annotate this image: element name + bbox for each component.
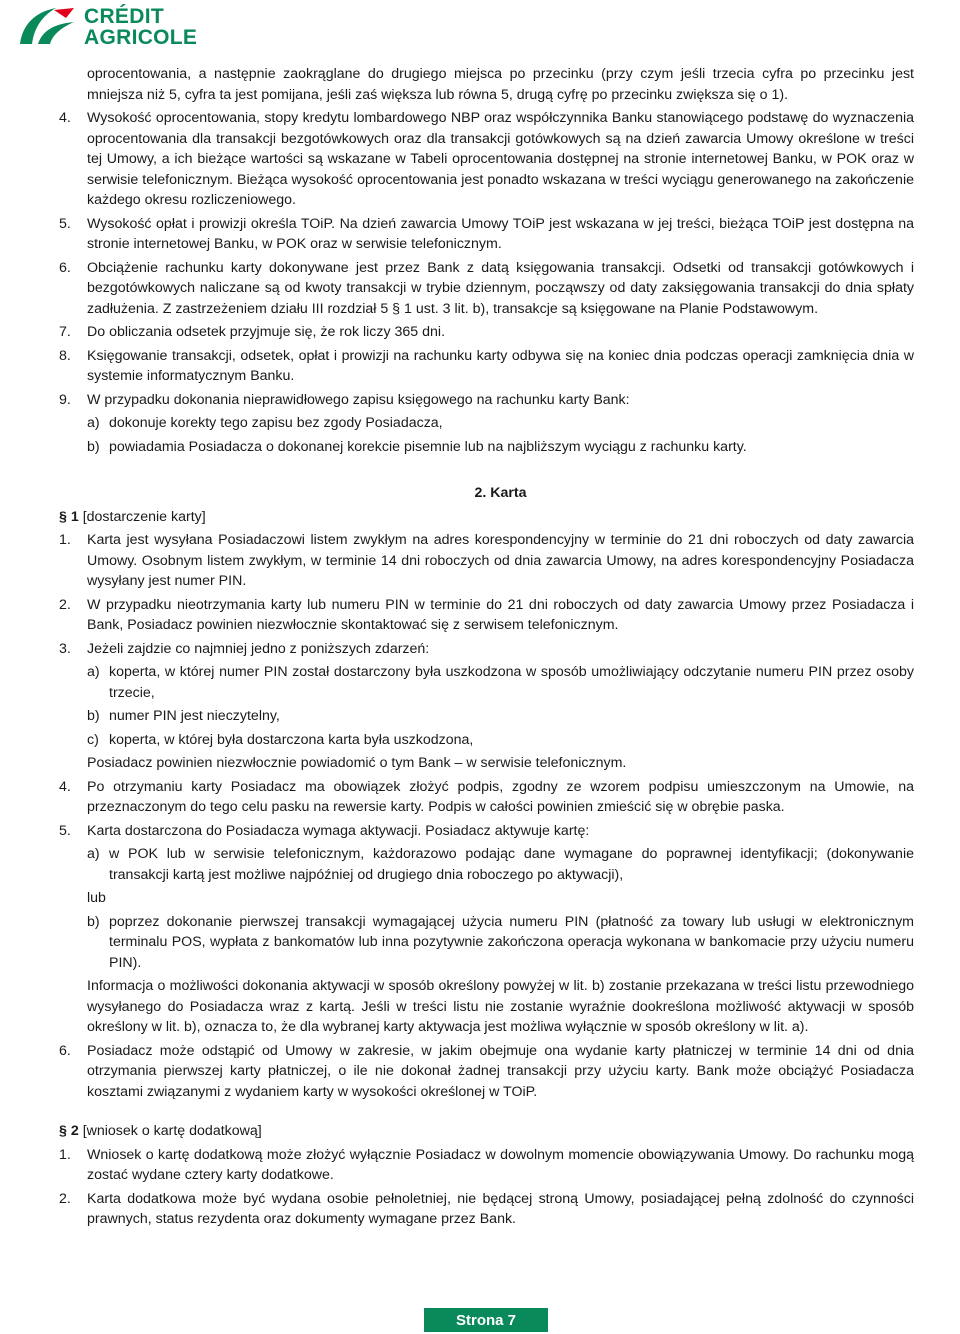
list-item [59,639,914,660]
item-number: 7. [59,324,71,340]
list-item [59,214,914,255]
sub-item [87,437,914,458]
list-item [59,322,914,343]
sub-item [87,730,914,751]
item-text: Karta dodatkowa może być wydana osobie pełnoletniej, nie będącej stroną Umowy, posiadającej pełną zdolność do czynności prawnych, status rezydenta oraz dokumenty wymagane przez Bank. [87,1190,914,1227]
list-item [59,108,914,211]
list-item [59,258,914,320]
list-item [59,346,914,387]
sub-item-text: numer PIN jest nieczytelny, [109,708,280,724]
item-number: 5. [59,822,71,839]
item-text: Karta jest wysyłana Posiadaczowi listem zwykłym na adres korespondencyjny w terminie do 21 dni roboczych od daty zawarcia Umowy. Osobnym listem zwykłym, w terminie 14 dni roboczych od dnia zawarcia Umowy, na adres korespondencyjny Posiadacza wysyłany jest numer PIN. [87,532,914,589]
list-item [59,390,914,411]
item-number: 2. [59,1190,71,1207]
list-item [59,595,914,636]
sub-item-label: a) [87,846,100,862]
item-number: 2. [59,596,71,613]
logo-text-line2: AGRICOLE [84,26,198,49]
item-text: Posiadacz może odstąpić od Umowy w zakresie, w jakim obejmuje ona wydanie karty płatniczej w terminie 14 dni od dnia otrzymania pierwszej karty płatniczej, o ile nie dokonał żadnej transakcji przy użyciu karty. Bank może obciążyć Posiadacza kosztami związanymi z wydaniem karty w wysokości określonej w TOiP. [87,1042,914,1100]
logo-mark-icon [16,4,78,48]
sub-item-label: b) [87,913,100,930]
item-text: Jeżeli zajdzie co najmniej jedno z poniższych zdarzeń: [87,640,430,657]
list-item [59,530,914,592]
paragraph-mark: § 2 [59,1123,79,1139]
or-connector: lub [87,890,106,906]
item-number: 6. [59,259,71,276]
item-number: 3. [59,640,71,657]
item-text: Po otrzymaniu karty Posiadacz ma obowiązek złożyć podpis, zgodny ze wzorem podpisu umieszczonym na Umowie, na przeznaczonym do tego celu pasku na rewersie karty. Podpis w całości powinien zmieścić się w obrębie paska. [87,778,914,815]
item-number: 5. [59,215,71,232]
item-number: 9. [59,391,71,408]
lead-paragraph: oprocentowania, a następnie zaokrąglane do drugiego miejsca po przecinku (przy czym jeśli trzecia cyfra po przecinku jest mniejsza niż 5, cyfra ta jest pomijana, jeśli zaś większa lub równa 5, drugą cyfrę po przecinku zwiększa się o 1). [87,66,914,103]
item-number: 4. [59,110,71,126]
sub-item-label: a) [87,664,100,680]
sub-item-label: a) [87,415,100,431]
page-number-footer: Strona 7 [424,1308,548,1332]
sub-item-text: dokonuje korekty tego zapisu bez zgody Posiadacza, [109,415,443,431]
paragraph-title: [wniosek o kartę dodatkową] [82,1123,262,1139]
document-body [59,64,914,1230]
sub-item-text: poprzez dokonanie pierwszej transakcji wymagającej użycia numeru PIN (płatność za towary lub usługi w elektronicznym terminalu POS, wypłata z bankomatów lub inna pozytywnie zakończona operacja wykonana w bankomacie przy użyciu numeru PIN). [109,913,914,971]
list-item [59,821,914,842]
sub-item [87,706,914,727]
item-number: 6. [59,1042,71,1059]
section-title: 2. Karta [474,485,527,501]
sub-item-text: powiadamia Posiadacza o dokonanej korekcie pisemnie lub na najbliższym wyciągu z rachunku karty. [109,438,747,455]
item-number: 8. [59,347,71,364]
paragraph-heading-2 [59,1121,914,1142]
list-item [59,1145,914,1186]
items-list-a [59,108,914,457]
item-tail-text: Informacja o możliwości dokonania aktywacji w sposób określony powyżej w lit. b) zostanie przekazana w treści listu przewodniego wysyłanego do Posiadacza wraz z kartą. Jeśli w treści listu nie zostanie wyraźnie dookreślona możliwość aktywacji w sposób określony w lit. b), oznacza to, że dla wybranej karty aktywacja jest możliwa wyłącznie w sposób określony w lit. a). [87,978,914,1035]
logo-text-line1: CRÉDIT [84,5,164,28]
item-number: 4. [59,778,71,795]
list-item [59,1041,914,1103]
sub-item [87,844,914,885]
credit-agricole-logo [16,4,226,48]
sub-item-label: c) [87,731,99,748]
spacer [87,1102,914,1118]
item-number: 1. [59,532,71,548]
sub-item-text: koperta, w której była dostarczona karta była uszkodzona, [109,731,474,748]
list-item [59,777,914,818]
paragraph-title: [dostarczenie karty] [82,508,206,525]
sub-item-label: b) [87,438,100,455]
item-text: Wysokość oprocentowania, stopy kredytu lombardowego NBP oraz współczynnika Banku stanowiącego podstawę do wyznaczenia oprocentowania dla transakcji bezgotówkowych oraz dla transakcji gotówkowych są na dzień zawarcia Umowy określone w treści tej Umowy, a ich bieżące wartości są wskazane w Tabeli oprocentowania dostępnej na stronie internetowej Banku, w POK oraz w serwisie telefonicznym. Bieżąca wysokość oprocentowania jest ponadto wskazana w treści wyciągu generowanego na zakończenie każdego okresu rozliczeniowego. [87,110,914,208]
paragraph-mark: § 1 [59,508,79,525]
item-text: Wysokość opłat i prowizji określa TOiP. Na dzień zawarcia Umowy TOiP jest wskazana w jej treści, bieżąca TOiP jest dostępna na stronie internetowej Banku, w POK oraz w serwisie telefonicznym. [87,215,914,252]
sub-item-text: w POK lub w serwisie telefonicznym, każdorazowo podając dane wymagane do poprawnej identyfikacji; (dokonywanie transakcji kartą jest możliwe najpóźniej od drugiego dnia roboczego po aktywacji), [109,846,914,883]
item-text: Wniosek o kartę dodatkową może złożyć wyłącznie Posiadacz w dowolnym momencie obowiązywania Umowy. Do rachunku mogą zostać wydane cztery karty dodatkowe. [87,1146,914,1183]
item-text: Obciążenie rachunku karty dokonywane jest przez Bank z datą księgowania transakcji. Odsetki od transakcji gotówkowych i bezgotówkowych naliczane są od kwoty transakcji w trybie dziennym, począwszy od daty zaksięgowania transakcji do dnia spłaty zadłużenia. Z zastrzeżeniem działu III rozdział 5 § 1 ust. 3 lit. b), transakcje są księgowane na Planie Podstawowym. [87,259,914,317]
paragraph-heading-1 [59,507,914,528]
item-text: W przypadku nieotrzymania karty lub numeru PIN w terminie do 21 dni roboczych od daty zawarcia Umowy przez Posiadacza i Bank, Posiadacz powinien niezwłocznie skontaktować się z serwisem telefonicznym. [87,596,914,633]
item-tail-text: Posiadacz powinien niezwłocznie powiadomić o tym Bank – w serwisie telefonicznym. [87,755,627,771]
item-text: Do obliczania odsetek przyjmuje się, że rok liczy 365 dni. [87,324,446,340]
sub-item-label: b) [87,708,100,724]
list-item [59,1189,914,1230]
sub-item [87,662,914,703]
item-text: Karta dostarczona do Posiadacza wymaga aktywacji. Posiadacz aktywuje kartę: [87,822,590,839]
item-text: W przypadku dokonania nieprawidłowego zapisu księgowego na rachunku karty Bank: [87,391,630,408]
sub-item [87,912,914,974]
sub-item [87,413,914,434]
sub-item-text: koperta, w której numer PIN został dostarczony była uszkodzona w sposób umożliwiający odczytanie numeru PIN przez osoby trzecie, [109,664,914,701]
item-text: Księgowanie transakcji, odsetek, opłat i prowizji na rachunku karty odbywa się na koniec dnia podczas operacji zamknięcia dnia w systemie informatycznym Banku. [87,347,914,384]
item-number: 1. [59,1146,71,1163]
